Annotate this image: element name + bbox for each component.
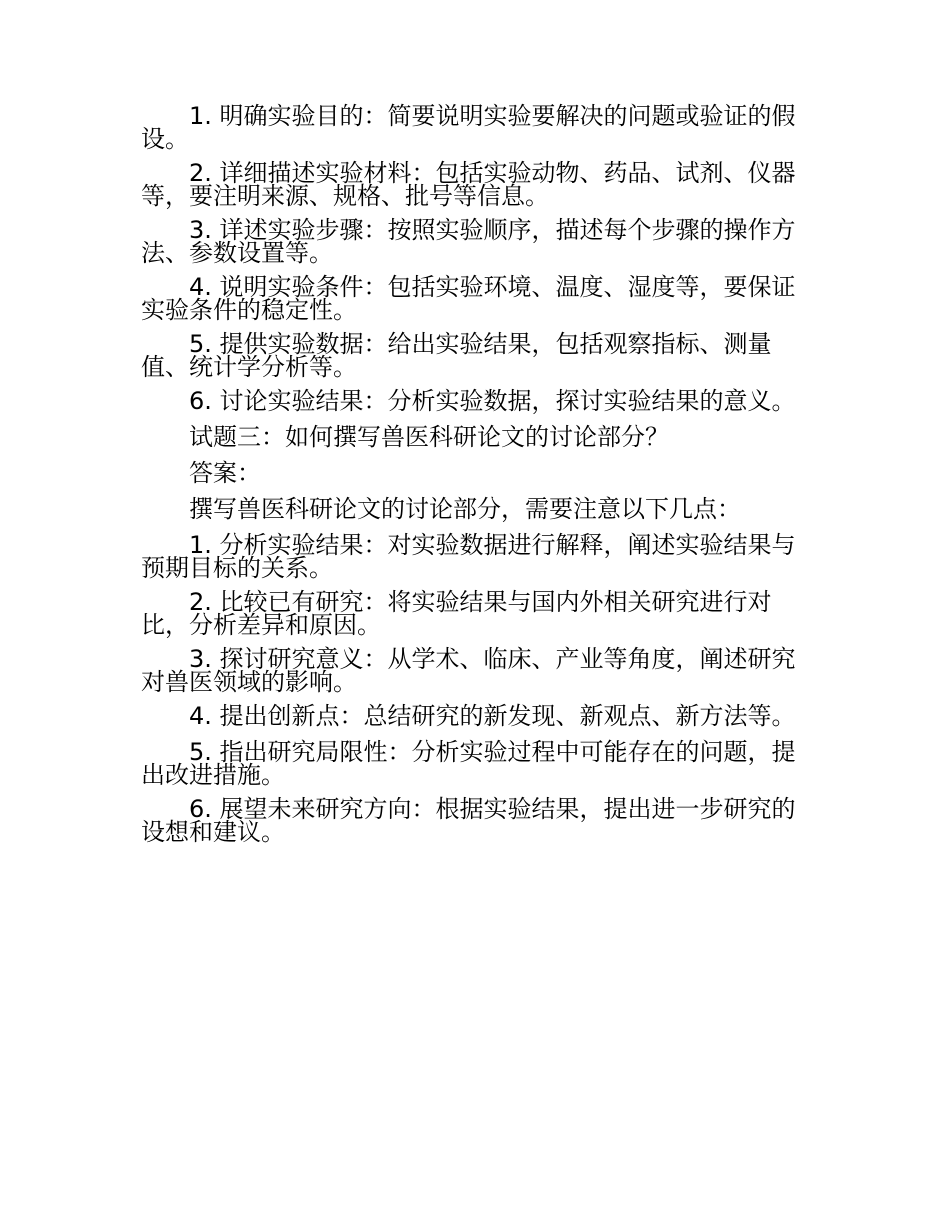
paragraph-method-4: 4. 说明实验条件：包括实验环境、温度、湿度等，要保证实验条件的稳定性。 xyxy=(141,273,796,324)
paragraph-discussion-5: 5. 指出研究局限性：分析实验过程中可能存在的问题，提出改进措施。 xyxy=(141,738,796,789)
answer-intro: 撰写兽医科研论文的讨论部分，需要注意以下几点： xyxy=(189,495,741,523)
paragraph-discussion-2: 2. 比较已有研究：将实验结果与国内外相关研究进行对比，分析差异和原因。 xyxy=(141,588,772,639)
paragraph-discussion-1: 1. 分析实验结果：对实验数据进行解释，阐述实验结果与预期目标的关系。 xyxy=(141,531,796,582)
answer-label: 答案： xyxy=(189,459,261,487)
question-heading: 试题三：如何撰写兽医科研论文的讨论部分？ xyxy=(189,423,669,451)
paragraph-discussion-3: 3. 探讨研究意义：从学术、临床、产业等角度，阐述研究对兽医领域的影响。 xyxy=(141,645,796,696)
paragraph-method-2: 2. 详细描述实验材料：包括实验动物、药品、试剂、仪器等，要注明来源、规格、批号等信息。 xyxy=(141,159,796,210)
paragraph-discussion-6: 6. 展望未来研究方向：根据实验结果，提出进一步研究的设想和建议。 xyxy=(141,795,796,846)
paragraph-method-6: 6. 讨论实验结果：分析实验数据，探讨实验结果的意义。 xyxy=(189,387,796,415)
paragraph-discussion-4: 4. 提出创新点：总结研究的新发现、新观点、新方法等。 xyxy=(189,702,796,730)
paragraph-method-1: 1. 明确实验目的：简要说明实验要解决的问题或验证的假设。 xyxy=(141,102,796,153)
document-body xyxy=(141,102,813,855)
paragraph-method-5: 5. 提供实验数据：给出实验结果，包括观察指标、测量值、统计学分析等。 xyxy=(141,330,772,381)
paragraph-method-3: 3. 详述实验步骤：按照实验顺序，描述每个步骤的操作方法、参数设置等。 xyxy=(141,216,796,267)
